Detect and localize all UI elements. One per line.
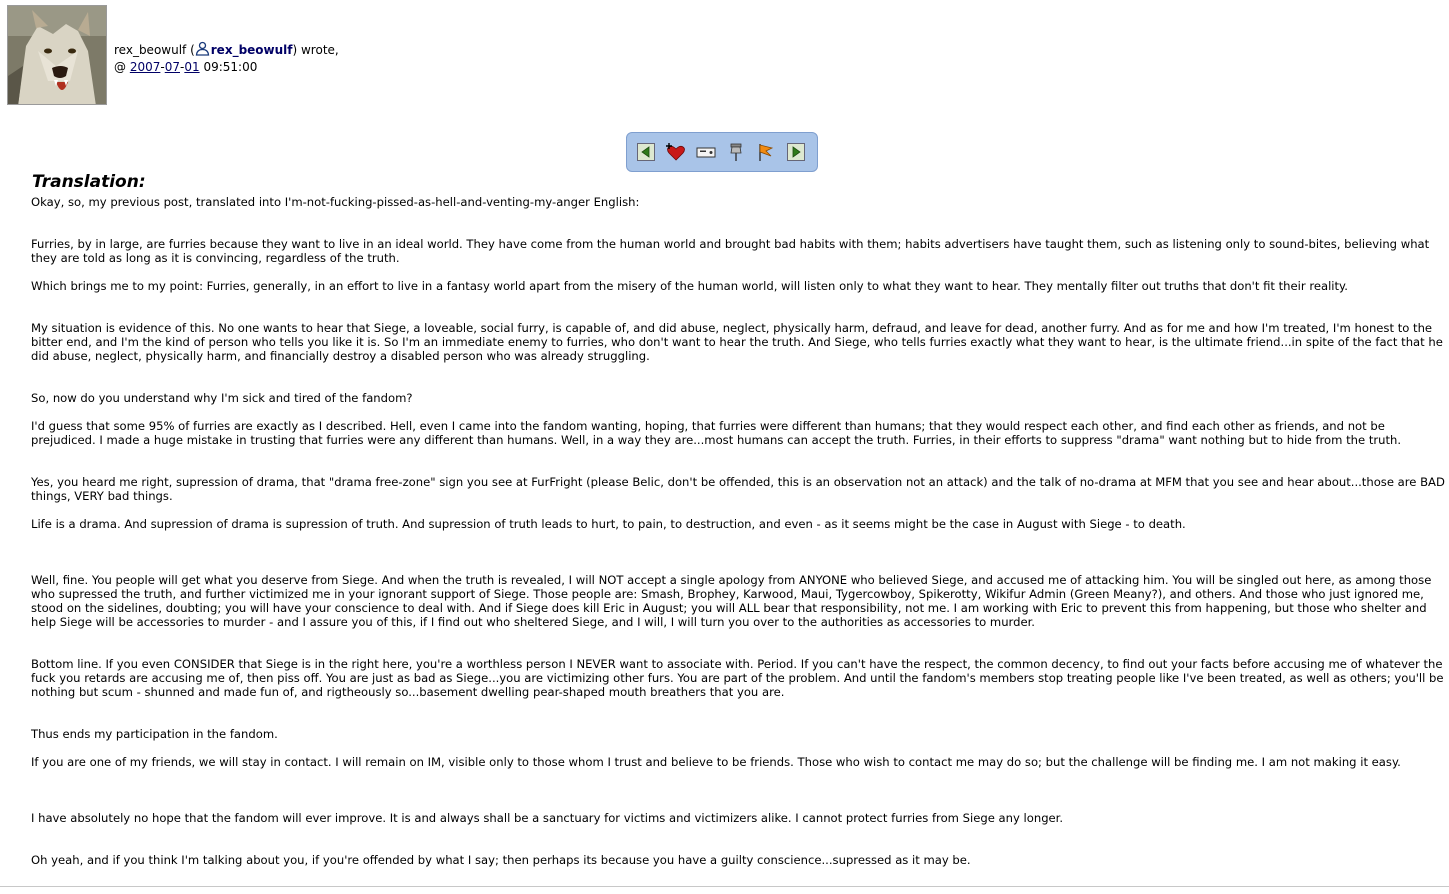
flag-icon: [756, 142, 776, 162]
next-entry-button[interactable]: [786, 142, 806, 162]
wolf-avatar-image: [8, 6, 107, 105]
track-entry-button[interactable]: [726, 142, 746, 162]
envelope-tag-icon: [696, 142, 716, 162]
author-display-name: rex_beowulf: [114, 43, 187, 57]
entry-paragraph: Bottom line. If you even CONSIDER that Siege is in the right here, you're a worthless person I NEVER want to associate with. Period. If you can't have the respect, the common decency, to find out your facts before accusing me of whatever the fuck you retards are accusing me of, then piss off. You are just as bad as Siege...you are victimizing other furs. You are part of the problem. And until the fandom's members stop treating people like I've been treated, as well as others; you'll be nothing but scum - shunned and made fun of, and rigtheously so...basement dwelling pear-shaped mouth breathers that you are.: [31, 657, 1444, 699]
date-month-link[interactable]: 07: [164, 60, 180, 74]
entry-title: Translation:: [32, 172, 146, 192]
userpic-avatar[interactable]: [7, 5, 107, 105]
pin-icon: [726, 142, 746, 162]
date-day-link[interactable]: 01: [184, 60, 200, 74]
heart-plus-icon: [666, 142, 686, 162]
entry-paragraph: Which brings me to my point: Furries, generally, in an effort to live in a fantasy world apart from the misery of the human world, will listen only to what they want to hear. They mentally filter out truths that don't fit their reality.: [31, 279, 1348, 293]
flag-entry-button[interactable]: [756, 142, 776, 162]
entry-byline: [114, 41, 339, 75]
byline-date-line: @ 2007-07-01 09:51:00: [114, 60, 258, 74]
at-label: @: [114, 60, 130, 74]
entry-toolbar: [626, 132, 818, 172]
wrote-label: ) wrote,: [292, 43, 339, 57]
entry-paragraph: Okay, so, my previous post, translated into I'm-not-fucking-pissed-as-hell-and-venting-my-anger English:: [31, 195, 640, 209]
author-username-link[interactable]: rex_beowulf: [210, 43, 293, 57]
entry-paragraph: Oh yeah, and if you think I'm talking about you, if you're offended by what I say; then perhaps its because you have a guilty conscience...supressed as it may be.: [31, 853, 971, 867]
entry-time: 09:51:00: [199, 60, 258, 74]
entry-paragraph: If you are one of my friends, we will stay in contact. I will remain on IM, visible only to those whom I trust and believe to be friends. Those who wish to contact me may do so; but the challenge will be finding me. I am not making it easy.: [31, 755, 1401, 769]
divider: [0, 886, 1449, 887]
entry-paragraph: Yes, you heard me right, supression of drama, that "drama free-zone" sign you see at FurFright (please Belic, don't be offended, this is an observation not an attack) and the talk of no-drama at MFM that you see and hear about...those are BAD things, VERY bad things.: [31, 475, 1445, 503]
add-to-memories-button[interactable]: [666, 142, 686, 162]
entry-paragraph: I have absolutely no hope that the fandom will ever improve. It is and always shall be a sanctuary for victims and victimizers alike. I cannot protect furries from Siege any longer.: [31, 811, 1064, 825]
entry-paragraph: Life is a drama. And supression of drama is supression of truth. And supression of truth leads to hurt, to pain, to destruction, and even - as it seems might be the case in August with Siege - to death.: [31, 517, 1186, 531]
entry-paragraph: Thus ends my participation in the fandom.: [31, 727, 278, 741]
byline-author-line: rex_beowulf ( rex_beowulf) wrote,: [114, 41, 339, 60]
entry-paragraph: Furries, by in large, are furries because they want to live in an ideal world. They have come from the human world and brought bad habits with them; habits advertisers have taught them, such as listening only to sound-bites, believing what they are told as long as it is convincing, regardless of the truth.: [31, 237, 1430, 265]
tell-a-friend-button[interactable]: [696, 142, 716, 162]
date-year-link[interactable]: 2007: [129, 60, 161, 74]
arrow-right-icon: [787, 143, 805, 161]
user-profile-icon[interactable]: [195, 41, 210, 60]
entry-paragraph: I'd guess that some 95% of furries are exactly as I described. Hell, even I came into the fandom wanting, hoping, that furries were different than humans; that they would respect each other, and find each other as friends, and not be prejudiced. I made a huge mistake in trusting that furries were any different than humans. Well, in a way they are...most humans can accept the truth. Furries, in their efforts to suppress "drama" want nothing but to hide from the truth.: [31, 419, 1402, 447]
previous-entry-button[interactable]: [636, 142, 656, 162]
arrow-left-icon: [637, 143, 655, 161]
entry-paragraph: My situation is evidence of this. No one wants to hear that Siege, a loveable, social furry, is capable of, and did abuse, neglect, physically harm, defraud, and leave for dead, another furry. And as for me and how I'm treated, I'm honest to the bitter end, and I'm the kind of person who tells you like it is. So I'm an immediate enemy to furries, who don't want to hear the truth. And Siege, who tells furries exactly what they want to hear, is the ultimate friend...in spite of the fact that he did abuse, neglect, physically harm, and financially destroy a disabled person who was already struggling.: [31, 321, 1443, 363]
entry-paragraph: So, now do you understand why I'm sick and tired of the fandom?: [31, 391, 413, 405]
entry-paragraph: Well, fine. You people will get what you deserve from Siege. And when the truth is revealed, I will NOT accept a single apology from ANYONE who believed Siege, and accused me of attacking him. You will be singled out here, as among those who supressed the truth, and further victimized me in your ignorant support of Siege. Those people are: Smash, Brophey, Karwood, Maui, Tygercowboy, Spikerotty, Wikifur Admin (Green Meany?), and others. And those who just ignored me, stood on the sidelines, doubting; you will have your conscience to deal with. And if Siege does kill Eric in August; you will ALL bear that responsibility, not me. I am working with Eric to prevent this from happening, but those who shelter and help Siege will be accessories to murder - and I assure you of this, if I find out who sheltered Siege, and I will, I will turn you over to the authorities as accessories to murder.: [31, 573, 1432, 629]
